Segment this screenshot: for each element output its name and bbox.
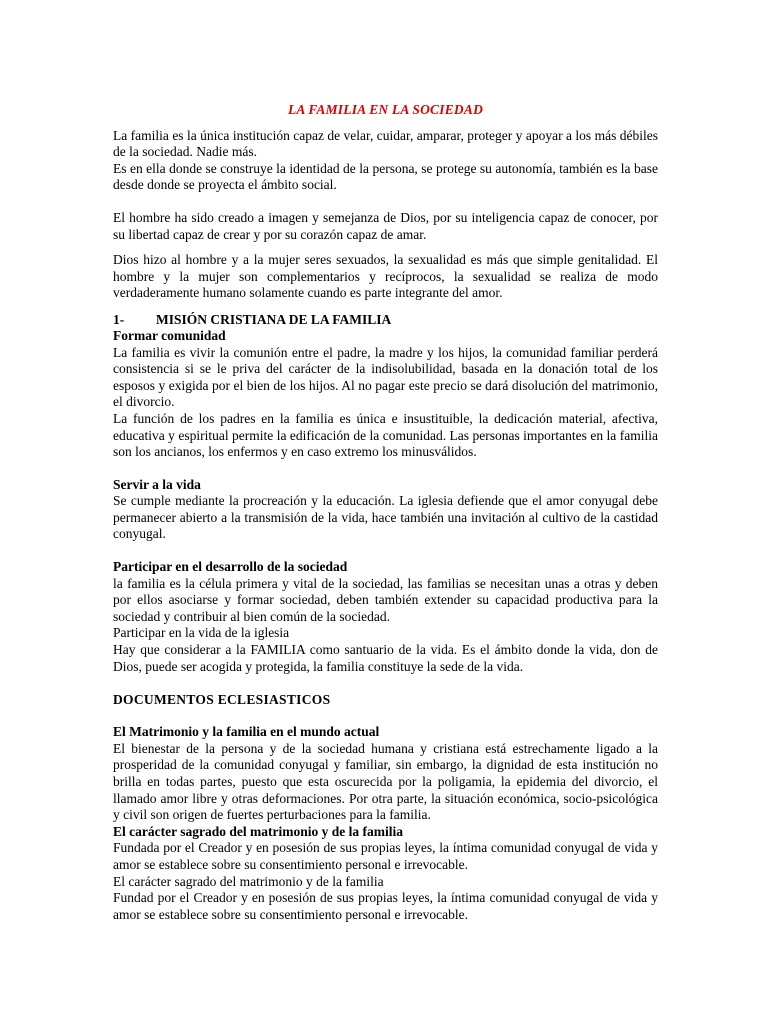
sagrado-paragraph-2: Fundad por el Creador y en posesión de sus propias leyes, la íntima comunidad conyugal de vida y amor se establece sobre su consentimiento personal e irrevocable. xyxy=(113,890,658,922)
section-1-heading xyxy=(113,311,658,328)
formar-paragraph-1: La familia es vivir la comunión entre el padre, la madre y los hijos, la comunidad familiar perderá consistencia si se le priva del carácter de la indisolubilidad, basada en la donación total de los esposos y exigida por el bien de los hijos. Al no pagar este precio se dará disolución del matrimonio, el divorcio. xyxy=(113,344,658,410)
iglesia-line: Participar en la vida de la iglesia xyxy=(113,625,290,641)
subheading-participar-sociedad: Participar en el desarrollo de la sociedad xyxy=(113,559,348,575)
document-title: LA FAMILIA EN LA SOCIEDAD xyxy=(287,102,484,117)
section-2-heading: DOCUMENTOS ECLESIASTICOS xyxy=(113,692,331,708)
intro-paragraph-3: El hombre ha sido creado a imagen y semejanza de Dios, por su inteligencia capaz de conocer, por su libertad capaz de crear y por su corazón capaz de amar. xyxy=(113,209,658,242)
intro-paragraph-4: Dios hizo al hombre y a la mujer seres sexuados, la sexualidad es más que simple genitalidad. El hombre y la mujer son complementarios y recíprocos, la sexualidad se realiza de modo verdaderamente humano solamente cuando es parte integrante del amor. xyxy=(113,252,658,301)
subheading-caracter-sagrado: El carácter sagrado del matrimonio y de la familia xyxy=(113,823,403,839)
iglesia-paragraph: Hay que considerar a la FAMILIA como santuario de la vida. Es el ámbito donde la vida, don de Dios, puede ser acogida y protegida, la familia constituye la sede de la vida. xyxy=(113,642,658,674)
intro-paragraph-1: La familia es la única institución capaz de velar, cuidar, amparar, proteger y apoyar a los más débiles de la sociedad. Nadie más. xyxy=(113,127,658,160)
section-title: MISIÓN CRISTIANA DE LA FAMILIA xyxy=(156,311,392,327)
intro-paragraph-2: Es en ella donde se construye la identidad de la persona, se protege su autonomía, también es la base desde donde se proyecta el ámbito social. xyxy=(113,160,658,193)
participar-paragraph: la familia es la célula primera y vital de la sociedad, las familias se necesitan unas a otras y deben por ellos asociarse y formar sociedad, deben también extender su capacidad productiva para la sociedad y contribuir al bien común de la sociedad. xyxy=(113,575,658,624)
formar-paragraph-2: La función de los padres en la familia es única e insustituible, la dedicación material, afectiva, educativa y espiritual permite la edificación de la comunidad. Las personas importantes en la familia son los ancianos, los enfermos y en caso extremo los minusválidos. xyxy=(113,410,658,460)
subheading-matrimonio-familia: El Matrimonio y la familia en el mundo actual xyxy=(113,724,380,740)
document-body xyxy=(113,102,658,923)
section-number: 1- xyxy=(113,311,125,327)
subheading-servir-vida: Servir a la vida xyxy=(113,476,201,492)
servir-paragraph: Se cumple mediante la procreación y la educación. La iglesia defiende que el amor conyugal debe permanecer abierto a la transmisión de la vida, hace también una invitación al cultivo de la castidad conyugal. xyxy=(113,493,658,542)
sagrado-line-2: El carácter sagrado del matrimonio y de la familia xyxy=(113,873,384,889)
sagrado-paragraph-1: Fundada por el Creador y en posesión de sus propias leyes, la íntima comunidad conyugal de vida y amor se establece sobre su consentimiento personal e irrevocable. xyxy=(113,840,658,872)
subheading-formar-comunidad: Formar comunidad xyxy=(113,327,226,343)
matrimonio-paragraph: El bienestar de la persona y de la sociedad humana y cristiana está estrechamente ligado a la prosperidad de la comunidad conyugal y familiar, sin embargo, la dignidad de esta institución no brilla en todas partes, puesto que esta oscurecida por la poligamia, la epidemia del divorcio, el llamado amor libre y otras deformaciones. Por otra parte, la situación económica, socio-psicológica y civil son origen de fuertes perturbaciones para la familia. xyxy=(113,740,658,823)
